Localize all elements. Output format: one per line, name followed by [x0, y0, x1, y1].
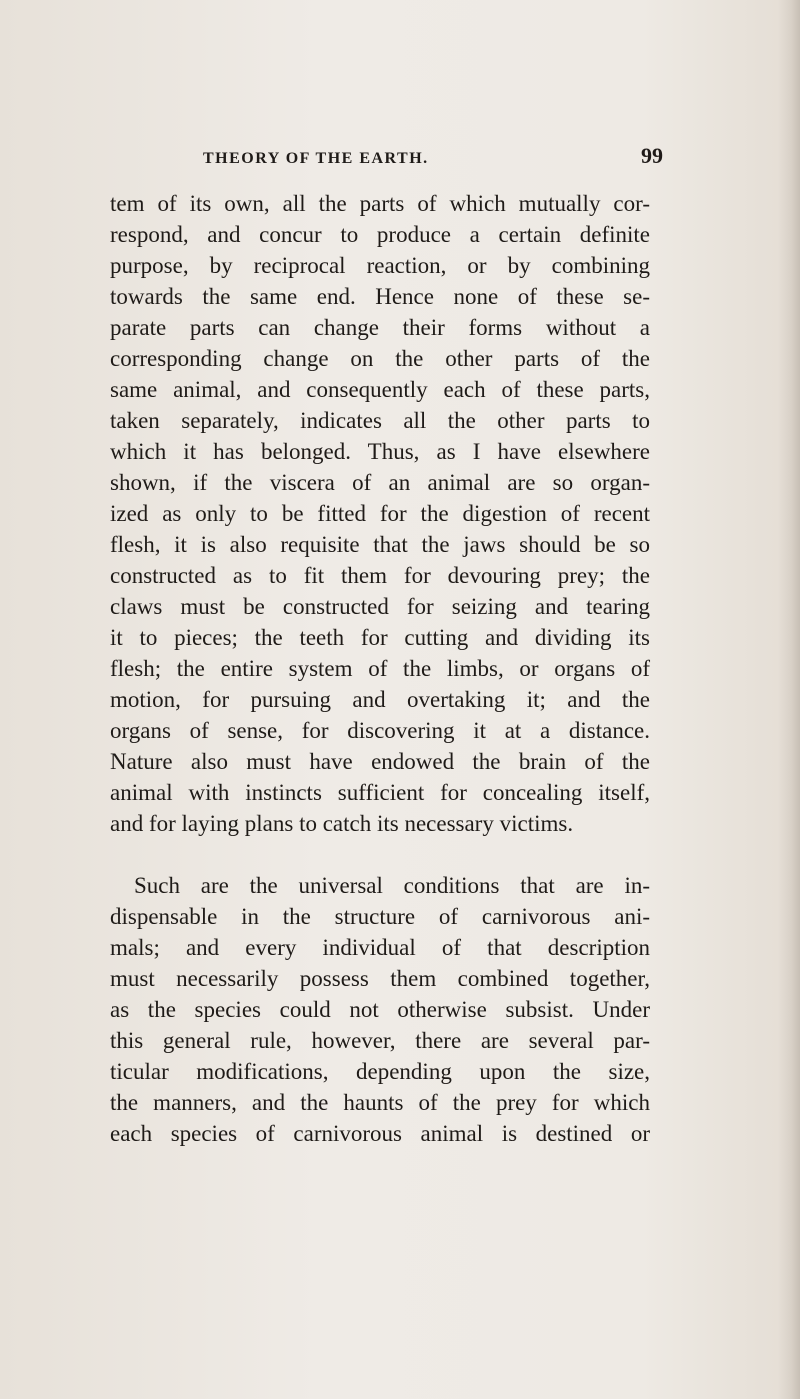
text-line: Such are the universal conditions that are in-	[134, 873, 650, 898]
running-head: THEORY OF THE EARTH.	[203, 150, 429, 167]
text-line: ized as only to be fitted for the digestion of recent	[110, 501, 650, 526]
text-line: mals; and every individual of that description	[110, 935, 650, 960]
paragraph-gap	[110, 839, 650, 870]
text-line: corresponding change on the other parts of the	[110, 346, 650, 371]
text-line: tem of its own, all the parts of which mutually cor-	[110, 191, 650, 216]
text-line: organs of sense, for discovering it at a distance.	[110, 718, 650, 743]
text-line: animal with instincts sufficient for concealing itself,	[110, 780, 650, 805]
text-line: the manners, and the haunts of the prey for which	[110, 1090, 650, 1115]
text-line: which it has belonged. Thus, as I have elsewhere	[110, 439, 650, 464]
text-line: purpose, by reciprocal reaction, or by combining	[110, 253, 650, 278]
text-line: Nature also must have endowed the brain of the	[110, 749, 650, 774]
text-line: flesh; the entire system of the limbs, or organs of	[110, 656, 650, 681]
text-line: this general rule, however, there are several par-	[110, 1028, 650, 1053]
text-line: motion, for pursuing and overtaking it; and the	[110, 687, 650, 712]
text-line: must necessarily possess them combined together,	[110, 966, 650, 991]
page-edge-shadow	[778, 0, 800, 1399]
text-line: constructed as to fit them for devouring prey; the	[110, 563, 650, 588]
text-line: respond, and concur to produce a certain definite	[110, 222, 650, 247]
text-line: claws must be constructed for seizing and tearing	[110, 594, 650, 619]
text-line: shown, if the viscera of an animal are so organ-	[110, 470, 650, 495]
text-line: each species of carnivorous animal is destined or	[110, 1121, 650, 1146]
text-line: and for laying plans to catch its necessary victims.	[110, 811, 574, 836]
text-line: towards the same end. Hence none of these se-	[110, 284, 650, 309]
text-line: same animal, and consequently each of these parts,	[110, 377, 650, 402]
text-line: taken separately, indicates all the other parts to	[110, 408, 650, 433]
page-number: 99	[641, 143, 663, 168]
page-header	[203, 143, 663, 172]
text-line: flesh, it is also requisite that the jaws should be so	[110, 532, 650, 557]
text-line: dispensable in the structure of carnivorous ani-	[110, 904, 650, 929]
text-line: as the species could not otherwise subsist. Under	[110, 997, 650, 1022]
body-text	[110, 188, 650, 1149]
paragraph-1	[110, 188, 650, 839]
text-line: parate parts can change their forms without a	[110, 315, 650, 340]
text-line: ticular modifications, depending upon the size,	[110, 1059, 650, 1084]
paragraph-2	[110, 870, 650, 1149]
text-line: it to pieces; the teeth for cutting and dividing its	[110, 625, 650, 650]
